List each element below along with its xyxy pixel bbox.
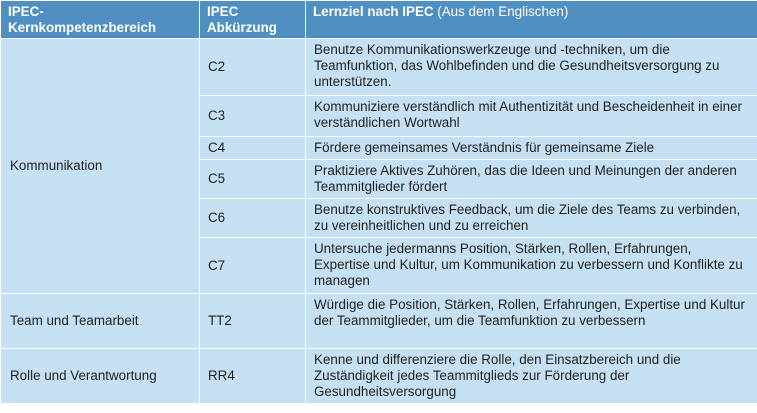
learning-goal-cell: Fördere gemeinsames Verständnis für gemeinsame Ziele: [306, 137, 757, 160]
table-row: [1, 39, 757, 96]
abbreviation-cell: C5: [200, 160, 306, 199]
header-learning-goal-note: (Aus dem Englischen): [433, 4, 569, 19]
learning-goal-cell: Praktiziere Aktives Zuhören, das die Ideen und Meinungen der anderen Teammitglieder fördert: [306, 160, 757, 199]
learning-goal-cell: Benutze Kommunikationswerkzeuge und -techniken, um die Teamfunktion, das Wohlbefinden und die Gesundheitsversorgung zu unterstützen.: [306, 39, 757, 96]
abbreviation-cell: C6: [200, 199, 306, 238]
header-row: [1, 1, 757, 39]
abbreviation-cell: C4: [200, 137, 306, 160]
abbreviation-cell: C7: [200, 238, 306, 294]
learning-goal-cell: Würdige die Position, Stärken, Rollen, Erfahrungen, Expertise und Kultur der Teammitglieder, um die Teamfunktion zu verbessern: [306, 294, 757, 349]
learning-goal-cell: Benutze konstruktives Feedback, um die Ziele des Teams zu verbinden, zu vereinheitlichen und zu erreichen: [306, 199, 757, 238]
abbreviation-cell: C3: [200, 96, 306, 137]
learning-goal-cell: Kommuniziere verständlich mit Authentizität und Bescheidenheit in einer verständlichen Wortwahl: [306, 96, 757, 137]
header-learning-goal-bold: Lernziel nach IPEC: [313, 4, 434, 19]
abbreviation-cell: RR4: [200, 349, 306, 404]
learning-goal-cell: Kenne und differenziere die Rolle, den Einsatzbereich und die Zuständigkeit jedes Teammitglieds zur Förderung der Gesundheitsversorgung: [306, 349, 757, 404]
competency-cell: Team und Teamarbeit: [1, 294, 200, 349]
table-header: [1, 1, 757, 39]
competency-cell: Kommunikation: [1, 39, 200, 294]
header-abbreviation: IPEC Abkürzung: [200, 1, 306, 39]
abbreviation-cell: C2: [200, 39, 306, 96]
table-row: [1, 294, 757, 349]
header-competency-area: IPEC- Kernkompetenzbereich: [1, 1, 200, 39]
competency-cell: Rolle und Verantwortung: [1, 349, 200, 404]
table-body: [1, 39, 757, 404]
table-row: [1, 349, 757, 404]
abbreviation-cell: TT2: [200, 294, 306, 349]
learning-goal-cell: Untersuche jedermanns Position, Stärken, Rollen, Erfahrungen, Expertise und Kultur, um Kommunikation zu verbessern und Konflikte zu managen: [306, 238, 757, 294]
header-learning-goal: [306, 1, 757, 39]
